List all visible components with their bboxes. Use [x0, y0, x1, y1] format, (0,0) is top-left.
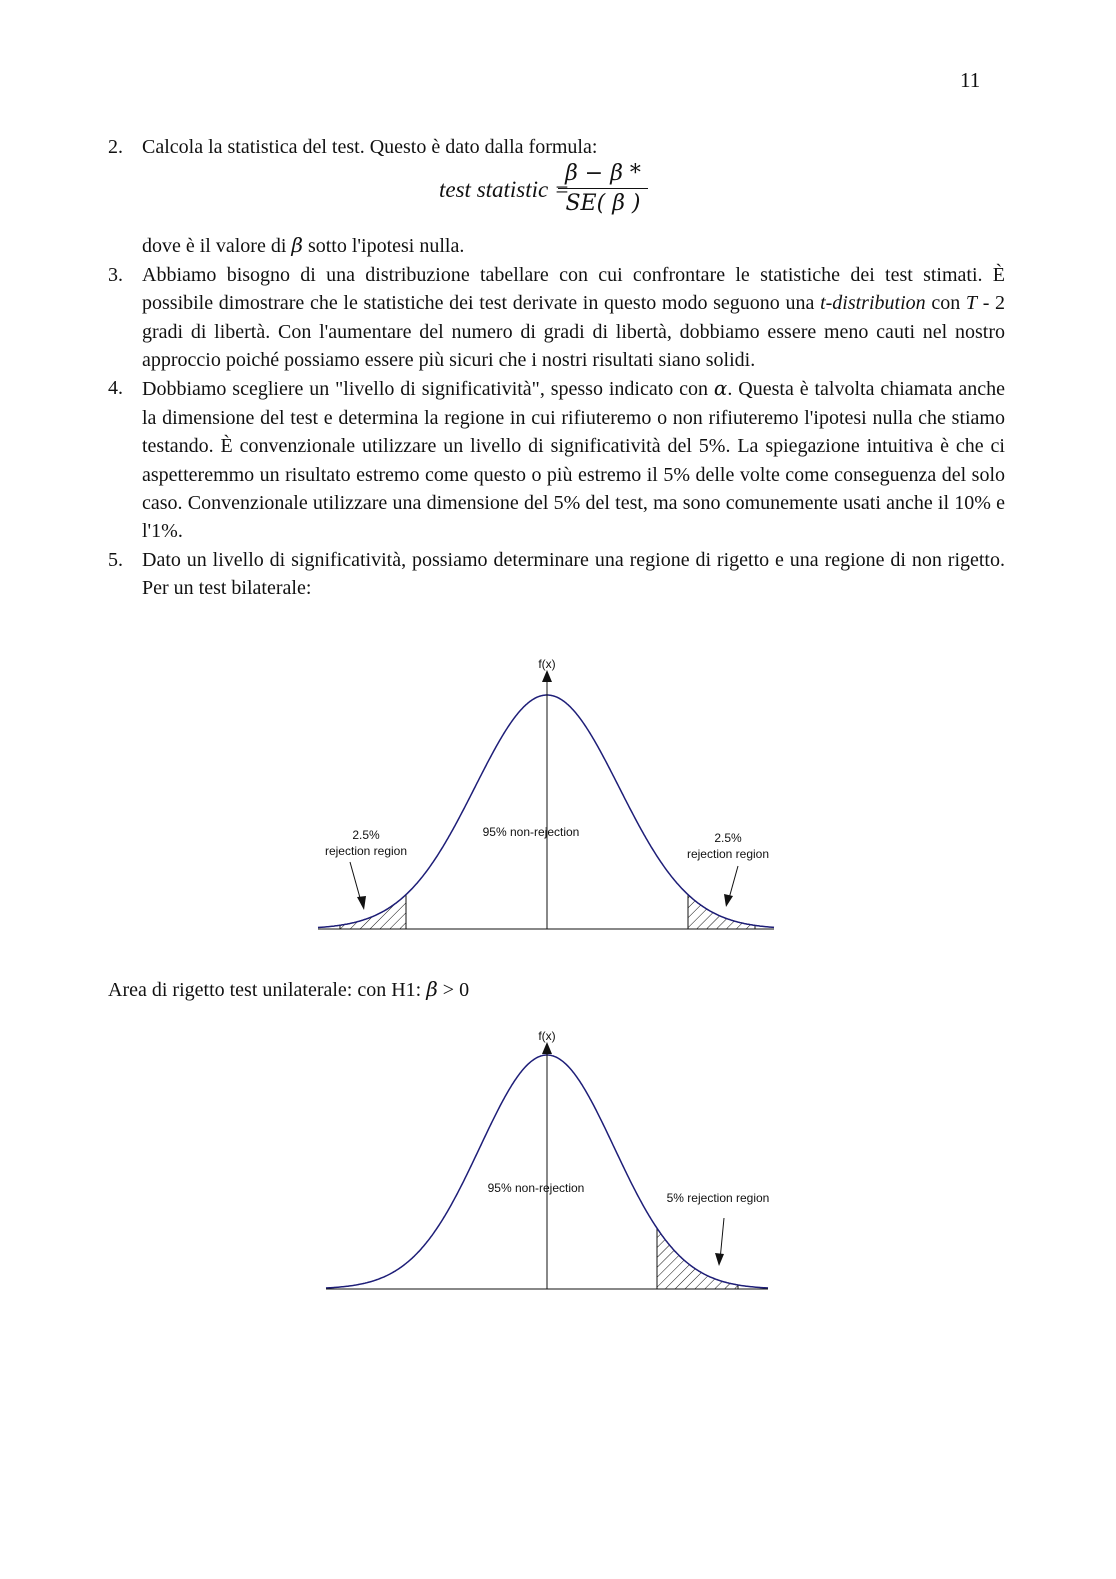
two-sided-test-chart [310, 652, 790, 942]
left-region-label: rejection region [324, 844, 408, 858]
page-number: 11 [960, 68, 981, 92]
caption-beta: β [426, 977, 438, 1001]
item-text-a: Abbiamo bisogno di una distribuzione tabellare con cui confrontare le statistiche dei test stimati. È possibile dimostrare che le statistiche dei test derivate in questo modo seguono una [142, 263, 1005, 315]
item-number: 3. [108, 263, 123, 286]
left-arrowhead [357, 896, 366, 910]
y-axis-arrowhead [542, 1042, 552, 1054]
y-axis-label: f(x) [538, 657, 556, 671]
item-text-b: . Questa è talvolta chiamata anche la dimensione del test e determina la regione in cui rifiuteremo o non rifiuteremo l'ipotesi nulla che stiamo testando. È convenzionale utilizzare un livello di significatività del 5%. La spiegazione intuitiva è che ci aspetteremmo un risultato estremo come questo o più estremo il 5% delle volte come conseguenza del solo caso. Convenzionale utilizzare una dimensione del 5% del test, ma sono comunemente usati anche il 10% e l'1%. [142, 378, 1006, 543]
alpha-symbol: α [713, 376, 728, 401]
item-text-a: Dobbiamo scegliere un "livello di significatività", spesso indicato con [142, 378, 709, 401]
test-statistic-formula [108, 161, 1005, 231]
item-text-c: - 2 gradi di libertà. Con l'aumentare del numero di gradi di libertà, dobbiamo essere meno cauti nel nostro approccio poiché possiamo essere più sicuri che i nostri risultati siano solidi. [142, 292, 1006, 372]
one-sided-test-chart [318, 1022, 788, 1302]
after-formula-text-2: sotto l'ipotesi nulla. [307, 235, 465, 258]
item-number: 5. [108, 548, 123, 571]
after-formula-text: dove è il valore di [142, 235, 287, 258]
caption-text-b: > 0 [442, 979, 470, 1001]
left-percent-label: 2.5% [352, 828, 380, 842]
density-curve [318, 695, 774, 928]
right-arrowhead [715, 1253, 724, 1266]
formula-numerator: β − β * [558, 161, 648, 189]
item-text: Dato un livello di significatività, possiamo determinare una regione di rigetto e una regione di non rigetto. Per un test bilaterale: [142, 548, 1005, 600]
list-item-5 [108, 546, 1005, 603]
beta-symbol: β [291, 233, 303, 258]
one-sided-caption [108, 977, 469, 1002]
item-text: Calcola la statistica del test. Questo è dato dalla formula: [142, 136, 598, 158]
formula-lhs: test statistic = [439, 177, 570, 203]
list-item-2 [108, 133, 1005, 161]
y-axis-arrowhead [542, 670, 552, 682]
formula-denominator: SE( β ) [565, 191, 641, 217]
right-percent-label: 2.5% [714, 831, 742, 845]
right-arrowhead [724, 894, 733, 907]
item-number: 4. [108, 377, 123, 400]
list-item-3 [108, 261, 1005, 375]
numbered-list [108, 133, 1005, 603]
center-region-label: 95% non-rejection [487, 1181, 585, 1195]
item-number: 2. [108, 136, 123, 158]
center-region-label: 95% non-rejection [482, 825, 580, 839]
item-text-T: T [965, 292, 978, 315]
right-region-label: 5% rejection region [666, 1191, 770, 1205]
list-item-2-continued [108, 231, 1005, 260]
list-item-4 [108, 374, 1005, 545]
formula-fraction [558, 161, 648, 216]
caption-text-a: Area di rigetto test unilaterale: con H1: [108, 979, 422, 1001]
item-text-italic: t-distribution [820, 292, 926, 315]
right-region-label: rejection region [686, 847, 770, 861]
item-text-b: con [931, 292, 961, 315]
right-rejection-area [657, 1228, 738, 1289]
y-axis-label: f(x) [538, 1029, 556, 1043]
